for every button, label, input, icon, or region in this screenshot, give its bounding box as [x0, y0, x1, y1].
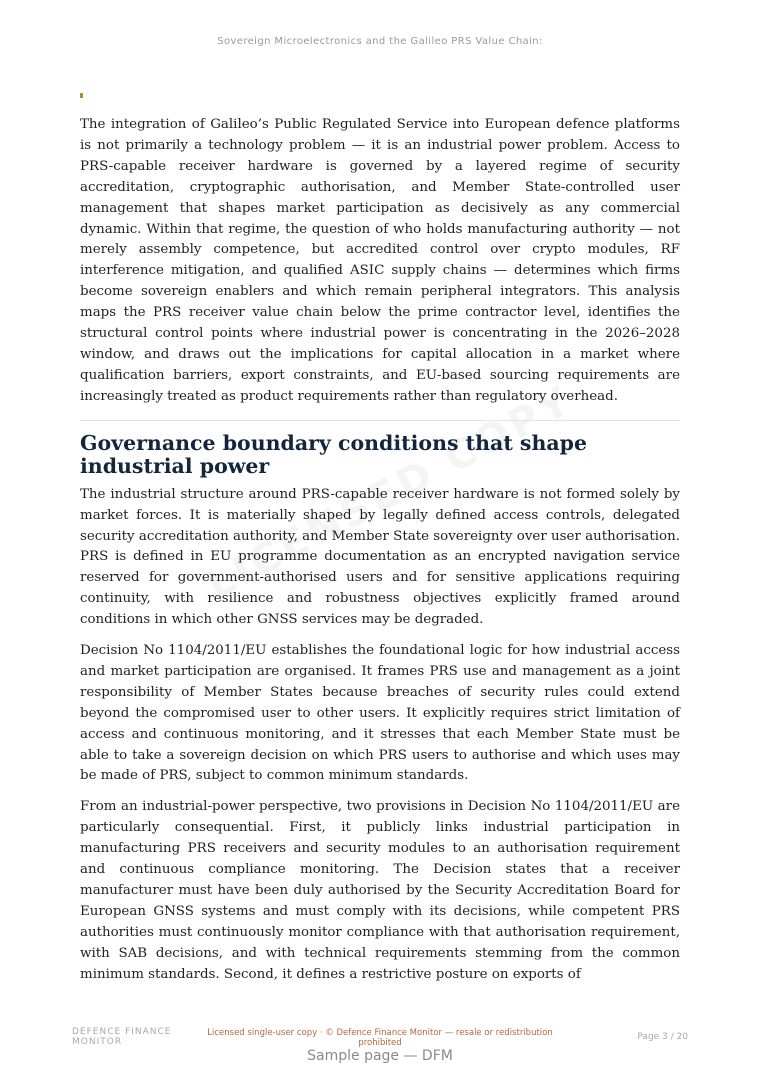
- license-notice-line: prohibited: [358, 1038, 402, 1048]
- license-notice: [200, 1028, 560, 1048]
- body-paragraph: Decision No 1104/2011/EU establishes the foundational logic for how industrial access and market participation are organised. It frames PRS use and management as a joint responsibility of Member States because breaches of security rules could extend beyond the compromised user to other users. It explicitly requires strict limitation of access and continuous monitoring, and it stresses that each Member State must be able to take a sovereign decision on which PRS users to authorise and which uses may be made of PRS, subject to common minimum standards.: [80, 643, 680, 784]
- publisher-name-line: DEFENCE FINANCE: [72, 1027, 172, 1037]
- publisher-name: [72, 1027, 192, 1047]
- running-header: Sovereign Microelectronics and the Galileo PRS Value Chain:: [217, 36, 543, 47]
- section-marker: [80, 93, 83, 98]
- intro-paragraph: The integration of Galileo’s Public Regulated Service into European defence platforms is not primarily a technology problem — it is an industrial power problem. Access to PRS-capable receiver hardware is governed by a layered regime of security accreditation, cryptographic authorisation, and Member State-controlled user management that shapes market participation as decisively as any commercial dynamic. Within that regime, the question of who holds manufacturing authority — not merely assembly competence, but accredited control over crypto modules, RF interference mitigation, and qualified ASIC supply chains — determines which firms become sovereign enablers and which remain peripheral integrators. This analysis maps the PRS receiver value chain below the prime contractor level, identifies the structural control points where industrial power is concentrating in the 2026–2028 window, and draws out the implications for capital allocation in a market where qualification barriers, export constraints, and EU-based sourcing requirements are increasingly treated as product requirements rather than regulatory overhead.: [80, 117, 680, 404]
- license-notice-line: Licensed single-user copy · © Defence Finance Monitor — resale or redistribution: [207, 1028, 553, 1038]
- page-content: [80, 115, 680, 996]
- body-paragraph: The industrial structure around PRS-capable receiver hardware is not formed solely by market forces. It is materially shaped by legally defined access controls, delegated security accreditation authority, and Member State sovereignty over user authorisation. PRS is defined in EU programme documentation as an encrypted navigation service reserved for government-authorised users and for sensitive applications requiring continuity, with resilience and robustness objectives explicitly framed around conditions in which other GNSS services may be degraded.: [80, 486, 680, 628]
- body-paragraph: From an industrial-power perspective, two provisions in Decision No 1104/2011/EU are particularly consequential. First, it publicly links industrial participation in manufacturing PRS receivers and security modules to an authorisation requirement and continuous compliance monitoring. The Decision states that a receiver manufacturer must have been duly authorised by the Security Accreditation Board for European GNSS systems and must comply with its decisions, while competent PRS authorities must continuously monitor compliance with that authorisation requirement, with SAB decisions, and with technical requirements stemming from the common minimum standards. Second, it defines a restrictive posture on exports of: [80, 799, 680, 982]
- section-divider: [80, 420, 680, 421]
- page-number: Page 3 / 20: [637, 1032, 688, 1042]
- section-heading: Governance boundary conditions that shape industrial power: [80, 430, 588, 478]
- sample-caption: Sample page — DFM: [307, 1048, 453, 1064]
- publisher-name-line: MONITOR: [72, 1037, 123, 1047]
